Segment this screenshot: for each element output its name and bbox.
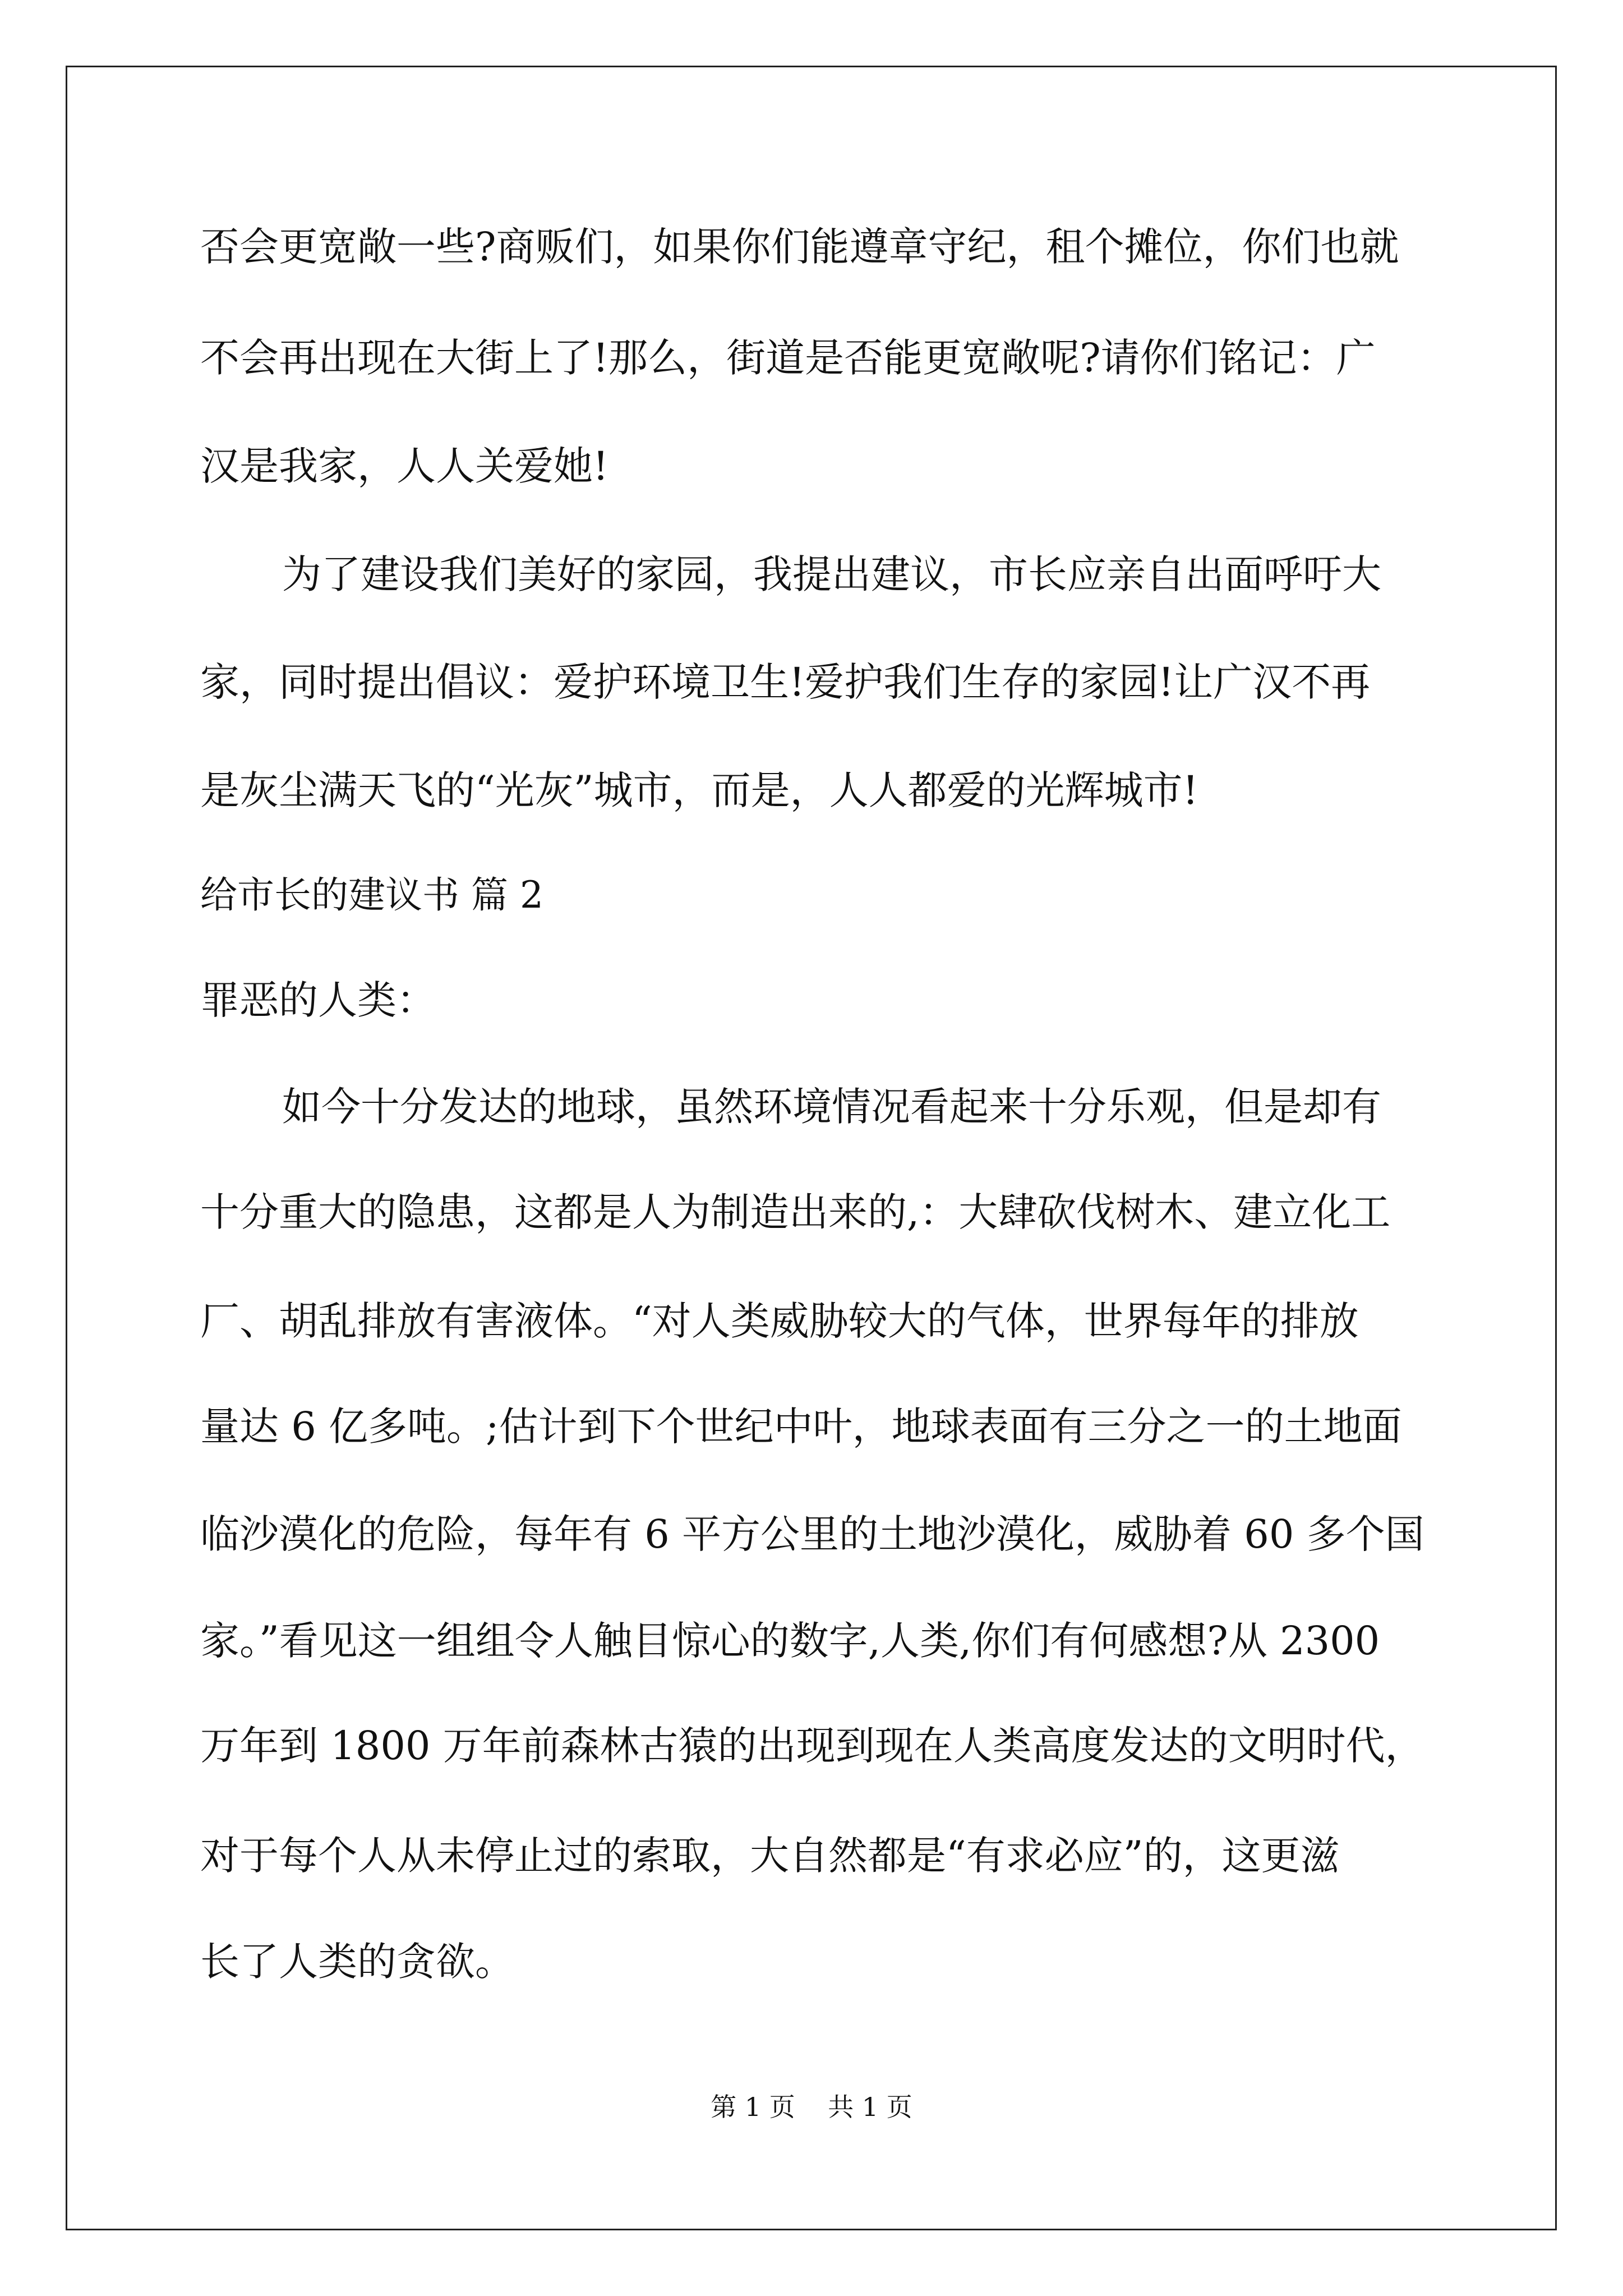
body-line-14: 家。”看见这一组组令人触目惊心的数字,人类,你们有何感想?从 2300: [200, 1618, 1380, 1664]
body-line-4: 为了建设我们美好的家园，我提出建议，市长应亲自出面呼吁大: [282, 551, 1381, 597]
page-number: 第 1 页 共 1 页: [711, 2092, 912, 2122]
body-line-3: 汉是我家，人人关爱她!: [200, 443, 609, 489]
salutation: 罪恶的人类：: [200, 977, 436, 1023]
body-line-6: 是灰尘满天飞的“光灰”城市，而是，人人都爱的光辉城市!: [200, 767, 1198, 813]
body-line-11: 厂、胡乱排放有害液体。“对人类威胁较大的气体，世界每年的排放: [200, 1298, 1359, 1344]
body-line-9: 如今十分发达的地球，虽然环境情况看起来十分乐观，但是却有: [282, 1084, 1381, 1130]
body-line-16: 对于每个人从未停止过的索取，大自然都是“有求必应”的，这更滋: [200, 1833, 1340, 1879]
body-line-12: 量达 6 亿多吨。;估计到下个世纪中叶，地球表面有三分之一的土地面: [200, 1404, 1402, 1450]
body-line-1: 否会更宽敞一些?商贩们，如果你们能遵章守纪，租个摊位，你们也就: [200, 224, 1399, 270]
body-line-10: 十分重大的隐患，这都是人为制造出来的,：大肆砍伐树木、建立化工: [200, 1189, 1391, 1235]
section-heading: 给市长的建议书 篇 2: [200, 873, 543, 917]
body-line-17: 长了人类的贪欲。: [200, 1939, 514, 1985]
body-line-15: 万年到 1800 万年前森林古猿的出现到现在人类高度发达的文明时代，: [200, 1723, 1424, 1769]
body-line-2: 不会再出现在大街上了!那么，街道是否能更宽敞呢?请你们铭记：广: [200, 335, 1376, 381]
page-border: [66, 66, 1557, 2230]
body-line-5: 家，同时提出倡议：爱护环境卫生!爱护我们生存的家园!让广汉不再: [200, 659, 1371, 705]
body-line-13: 临沙漠化的危险，每年有 6 平方公里的土地沙漠化，威胁着 60 多个国: [200, 1511, 1424, 1557]
